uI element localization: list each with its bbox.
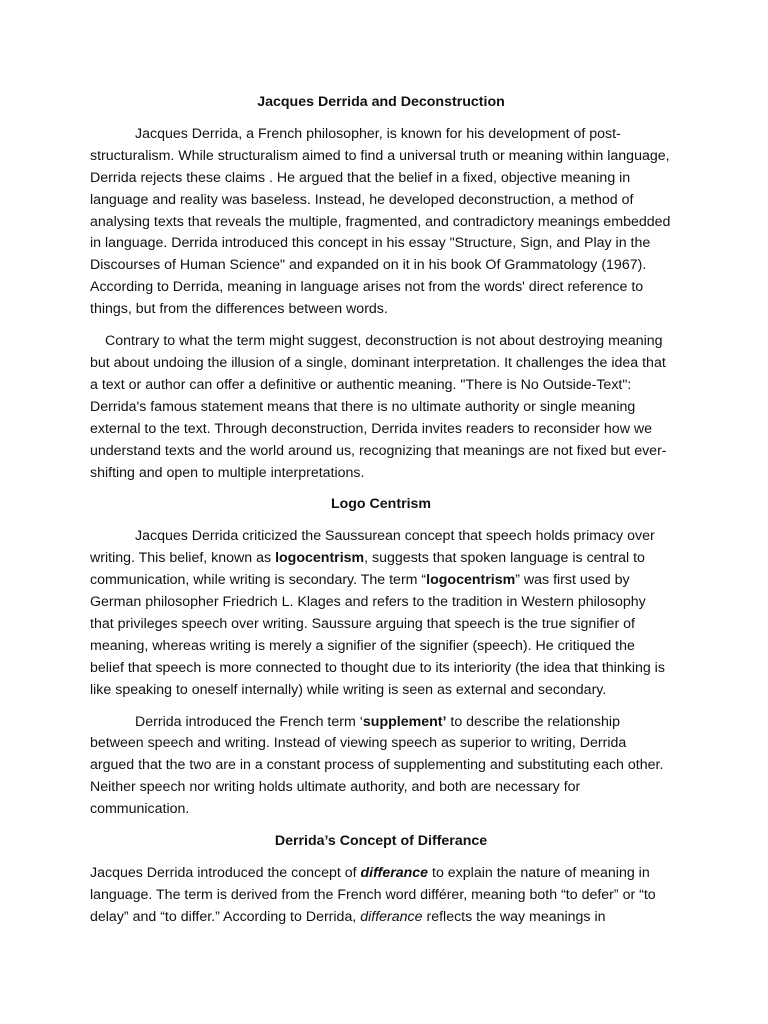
section-heading-logocentrism: Logo Centrism <box>330 496 432 513</box>
paragraph-intro: Jacques Derrida, a French philosopher, is known for his development of post-structuralism. While structuralism aimed to find a universal truth or meaning within language, Derrida rejects these claims . He argued that the belief in a fixed, objective meaning in language and reality was baseless. Instead, he developed deconstruction, a method of analysing texts that reveals the multiple, fragmented, and contradictory meanings embedded in language. Derrida introduced this concept in his essay "Structure, Sign, and Play in the Discourses of Human Science" and expanded on it in his book Of Grammatology (1967). According to Derrida, meaning in language arises not from the words' direct reference to things, but from the differences between words. <box>90 125 671 318</box>
bold-italic-term-differance: differance <box>360 865 429 881</box>
text-run: Derrida introduced the French term ‘ <box>135 713 363 730</box>
text-run: Jacques Derrida criticized the Saussurean concept that speech holds primacy over writing. This belief, known as <box>90 528 655 567</box>
document-body <box>90 92 672 939</box>
bold-term-supplement: supplement’ <box>362 713 447 730</box>
text-run: to describe the relationship between speech and writing. Instead of viewing speech as superior to writing, Derrida argued that the two are in a constant process of supplementing and substituting each other. Neither speech nor writing holds ultimate authority, and both are necessary for communication. <box>90 713 664 818</box>
document-title: Jacques Derrida and Deconstruction <box>257 94 505 110</box>
paragraph-logocentrism <box>90 526 672 701</box>
paragraph-deconstruction: Contrary to what the term might suggest, deconstruction is not about destroying meaning but about undoing the illusion of a single, dominant interpretation. It challenges the idea that a text or author can offer a definitive or authentic meaning. "There is No Outside-Text": Derrida's famous statement means that there is no ultimate authority or single meaning external to the text. Through deconstruction, Derrida invites readers to reconsider how we understand texts and the world around us, recognizing that meanings are not fixed but ever-shifting and open to multiple interpretations. <box>90 333 667 481</box>
text-run: ” was first used by German philosopher Friedrich L. Klages and refers to the tradition in Western philosophy that privileges speech over writing. Saussure arguing that speech is the true signifier of meaning, whereas writing is merely a signifier of the signifier (speech). He critiqued the belief that speech is more connected to thought due to its interiority (the idea that thinking is like speaking to oneself internally) while writing is seen as external and secondary. <box>90 572 665 698</box>
text-run: to explain the nature of meaning in language. The term is derived from the French word différer, meaning both “to defer” or “to delay” and “to differ.” According to Derrida, <box>90 865 656 925</box>
text-run: reflects the way meanings in <box>422 908 606 925</box>
paragraph-supplement <box>90 712 672 822</box>
paragraph-differance <box>90 863 672 929</box>
section-heading-differance: Derrida’s Concept of Differance <box>274 833 488 850</box>
text-run: , suggests that spoken language is central to communication, while writing is secondary. The term “ <box>90 550 645 589</box>
italic-term-differance: differance <box>360 908 423 925</box>
text-run: Jacques Derrida introduced the concept of <box>90 865 361 881</box>
bold-term-logocentrism: logocentrism <box>275 550 365 567</box>
bold-term-logocentrism-quoted: logocentrism <box>426 572 516 589</box>
